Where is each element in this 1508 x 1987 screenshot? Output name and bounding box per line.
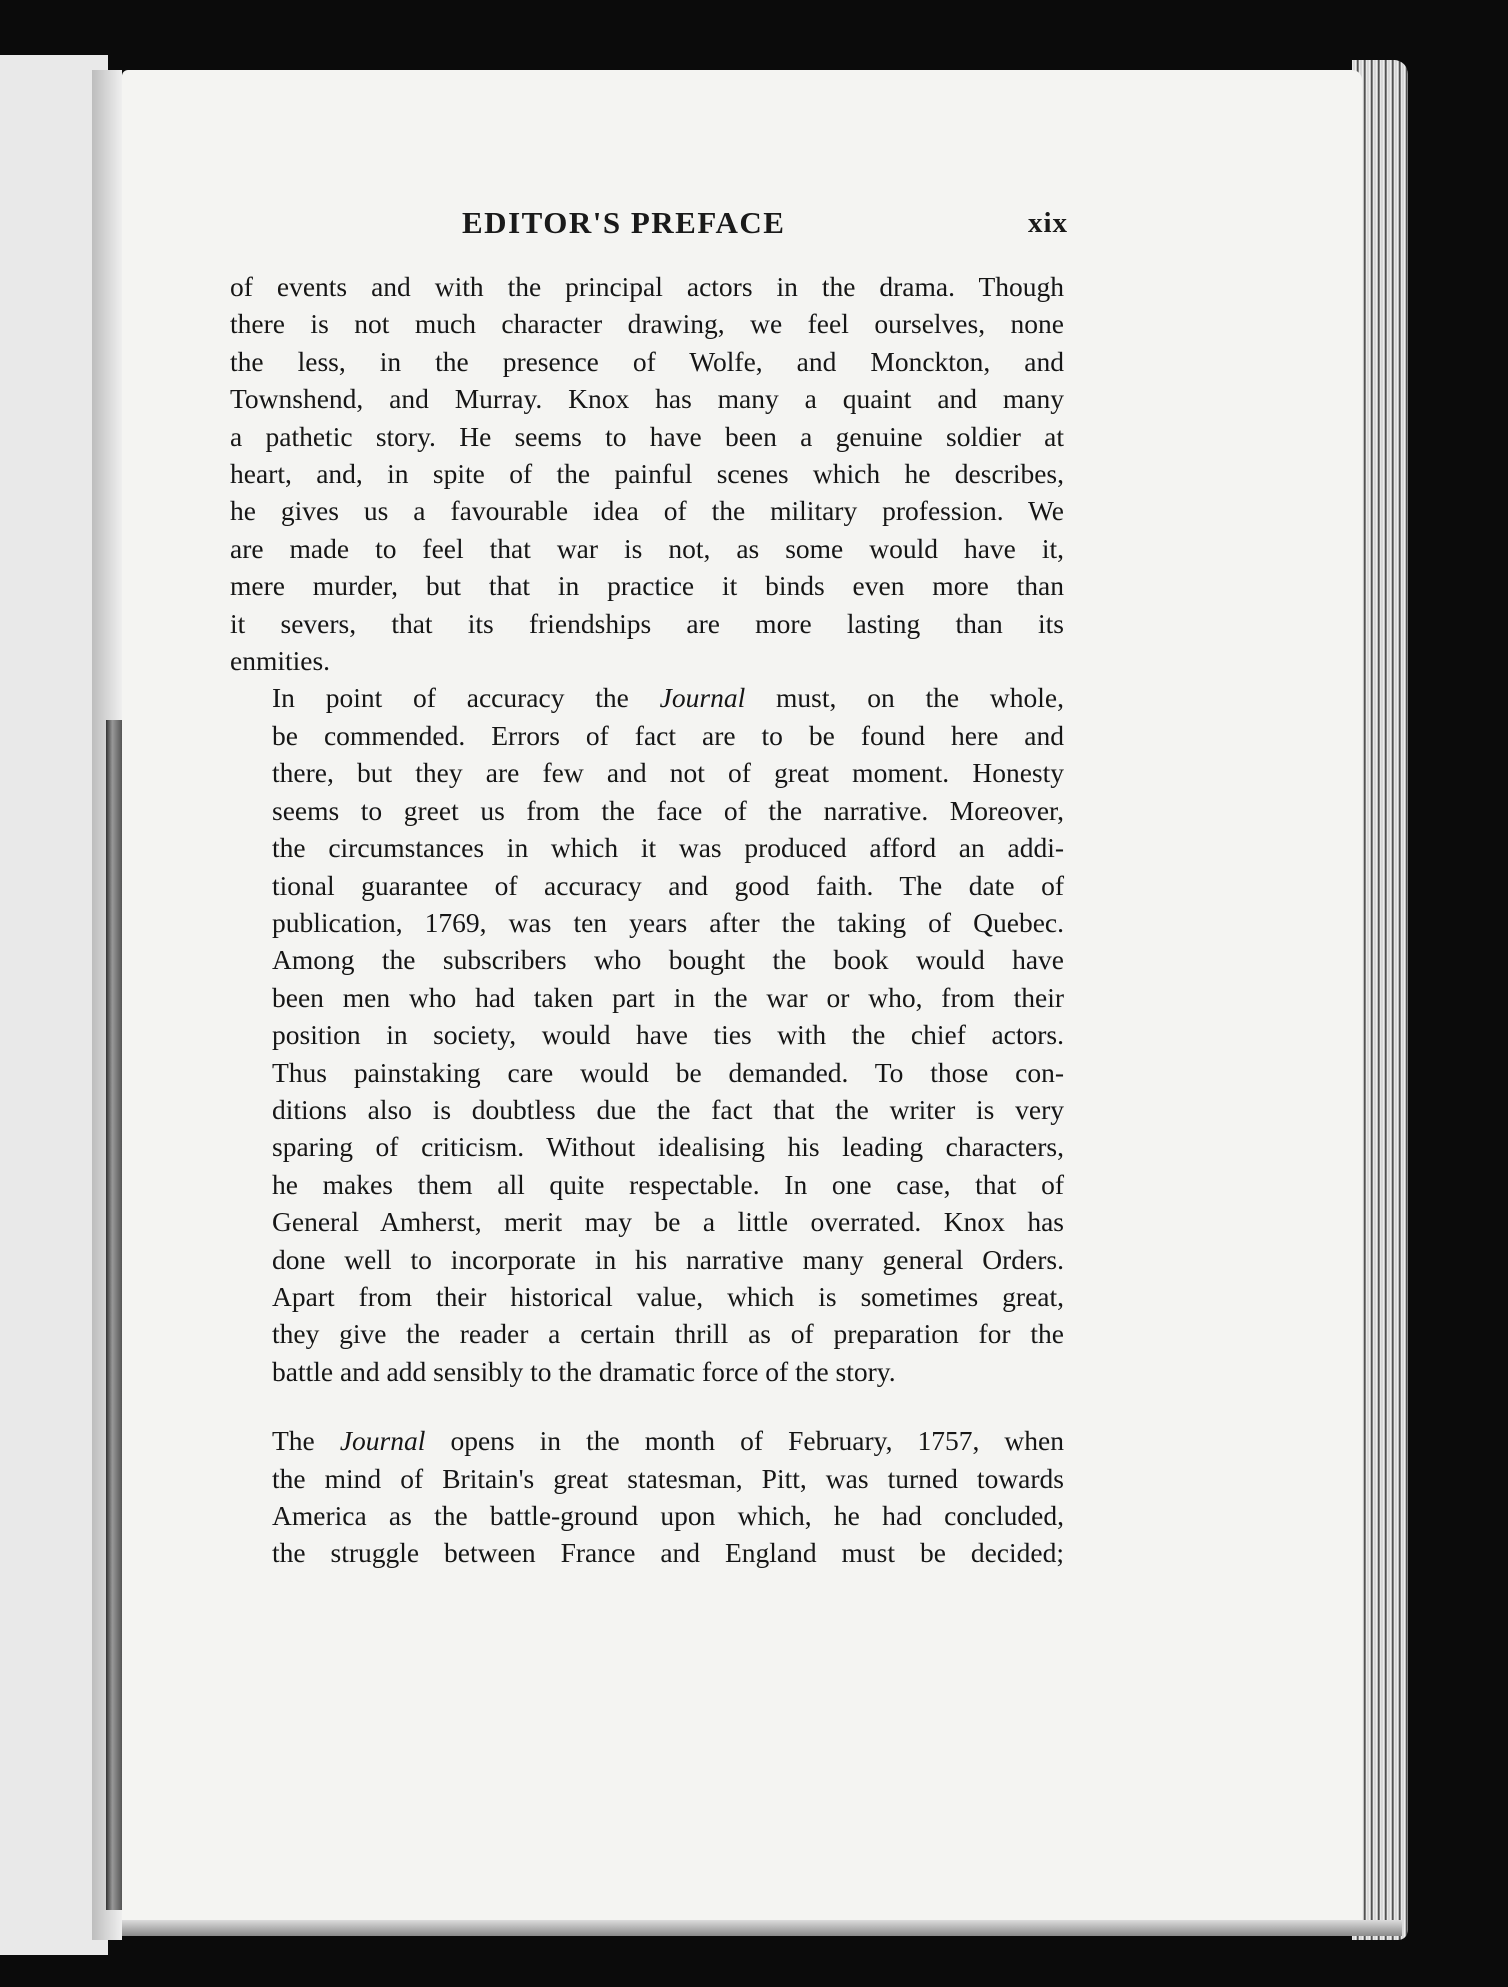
running-title: EDITOR'S PREFACE — [462, 205, 786, 240]
journal-title: Journal — [339, 1425, 426, 1457]
text-run: opens in the month of February, 1757, when — [425, 1425, 1064, 1457]
text-line: the less, in the presence of Wolfe, and Monckton, and — [230, 345, 1064, 377]
text-line: he gives us a favourable idea of the military profession. We — [230, 495, 1064, 527]
text-line: tional guarantee of accuracy and good faith. The date of — [272, 869, 1064, 901]
text-line: General Amherst, merit may be a little overrated. Knox has — [272, 1206, 1064, 1238]
paragraph — [230, 679, 1064, 1390]
text-line: there is not much character drawing, we feel ourselves, none — [230, 308, 1064, 340]
text-line: done well to incorporate in his narrative many general Orders. — [272, 1243, 1064, 1275]
text-run: The — [272, 1425, 340, 1457]
text-line: Apart from their historical value, which is sometimes great, — [272, 1280, 1064, 1312]
text-line: publication, 1769, was ten years after the taking of Quebec. — [272, 906, 1064, 938]
text-run: In point of accuracy the — [272, 682, 660, 714]
text-line: are made to feel that war is not, as some would have it, — [230, 532, 1064, 564]
text-line: battle and add sensibly to the dramatic force of the story. — [272, 1355, 896, 1387]
binding-gutter — [106, 720, 122, 1910]
journal-title: Journal — [659, 682, 746, 714]
text-line: they give the reader a certain thrill as of preparation for the — [272, 1318, 1064, 1350]
page-number: xix — [1027, 207, 1068, 239]
paragraph — [230, 268, 1064, 679]
text-line: he makes them all quite respectable. In one case, that of — [272, 1168, 1064, 1200]
text-line: the struggle between France and England must be decided; — [272, 1537, 1064, 1569]
text-line: ditions also is doubtless due the fact that the writer is very — [272, 1093, 1064, 1125]
text-line: been men who had taken part in the war or who, from their — [272, 981, 1064, 1013]
body-text — [230, 268, 1064, 1572]
text-line: be commended. Errors of fact are to be found here and — [272, 719, 1064, 751]
text-line — [230, 1422, 1064, 1459]
text-line: position in society, would have ties with the chief actors. — [272, 1019, 1064, 1051]
text-line: seems to greet us from the face of the narrative. Moreover, — [272, 794, 1064, 826]
text-line: heart, and, in spite of the painful scenes which he describes, — [230, 458, 1064, 490]
text-line: America as the battle-ground upon which, he had concluded, — [272, 1500, 1064, 1531]
text-line: Thus painstaking care would be demanded. To those con- — [272, 1056, 1064, 1088]
text-line: the mind of Britain's great statesman, Pitt, was turned towards — [272, 1462, 1064, 1494]
text-line: of events and with the principal actors in the drama. Though — [230, 271, 1064, 302]
text-line — [230, 679, 1064, 716]
text-line: the circumstances in which it was produced afford an addi- — [272, 832, 1064, 864]
text-line: sparing of criticism. Without idealising his leading characters, — [272, 1131, 1064, 1163]
running-head — [222, 205, 1068, 245]
text-line: it severs, that its friendships are more lasting than its — [230, 607, 1064, 639]
text-line: Among the subscribers who bought the book would have — [272, 944, 1064, 976]
text-run: must, on the whole, — [745, 682, 1064, 714]
text-line: Townshend, and Murray. Knox has many a quaint and many — [230, 383, 1064, 415]
text-line: a pathetic story. He seems to have been a genuine soldier at — [230, 420, 1064, 452]
text-line: there, but they are few and not of great moment. Honesty — [272, 757, 1064, 789]
text-line: enmities. — [230, 645, 331, 677]
text-line: mere murder, but that in practice it binds even more than — [230, 570, 1064, 602]
paragraph — [230, 1422, 1064, 1572]
page-bottom-edge — [122, 1920, 1402, 1936]
